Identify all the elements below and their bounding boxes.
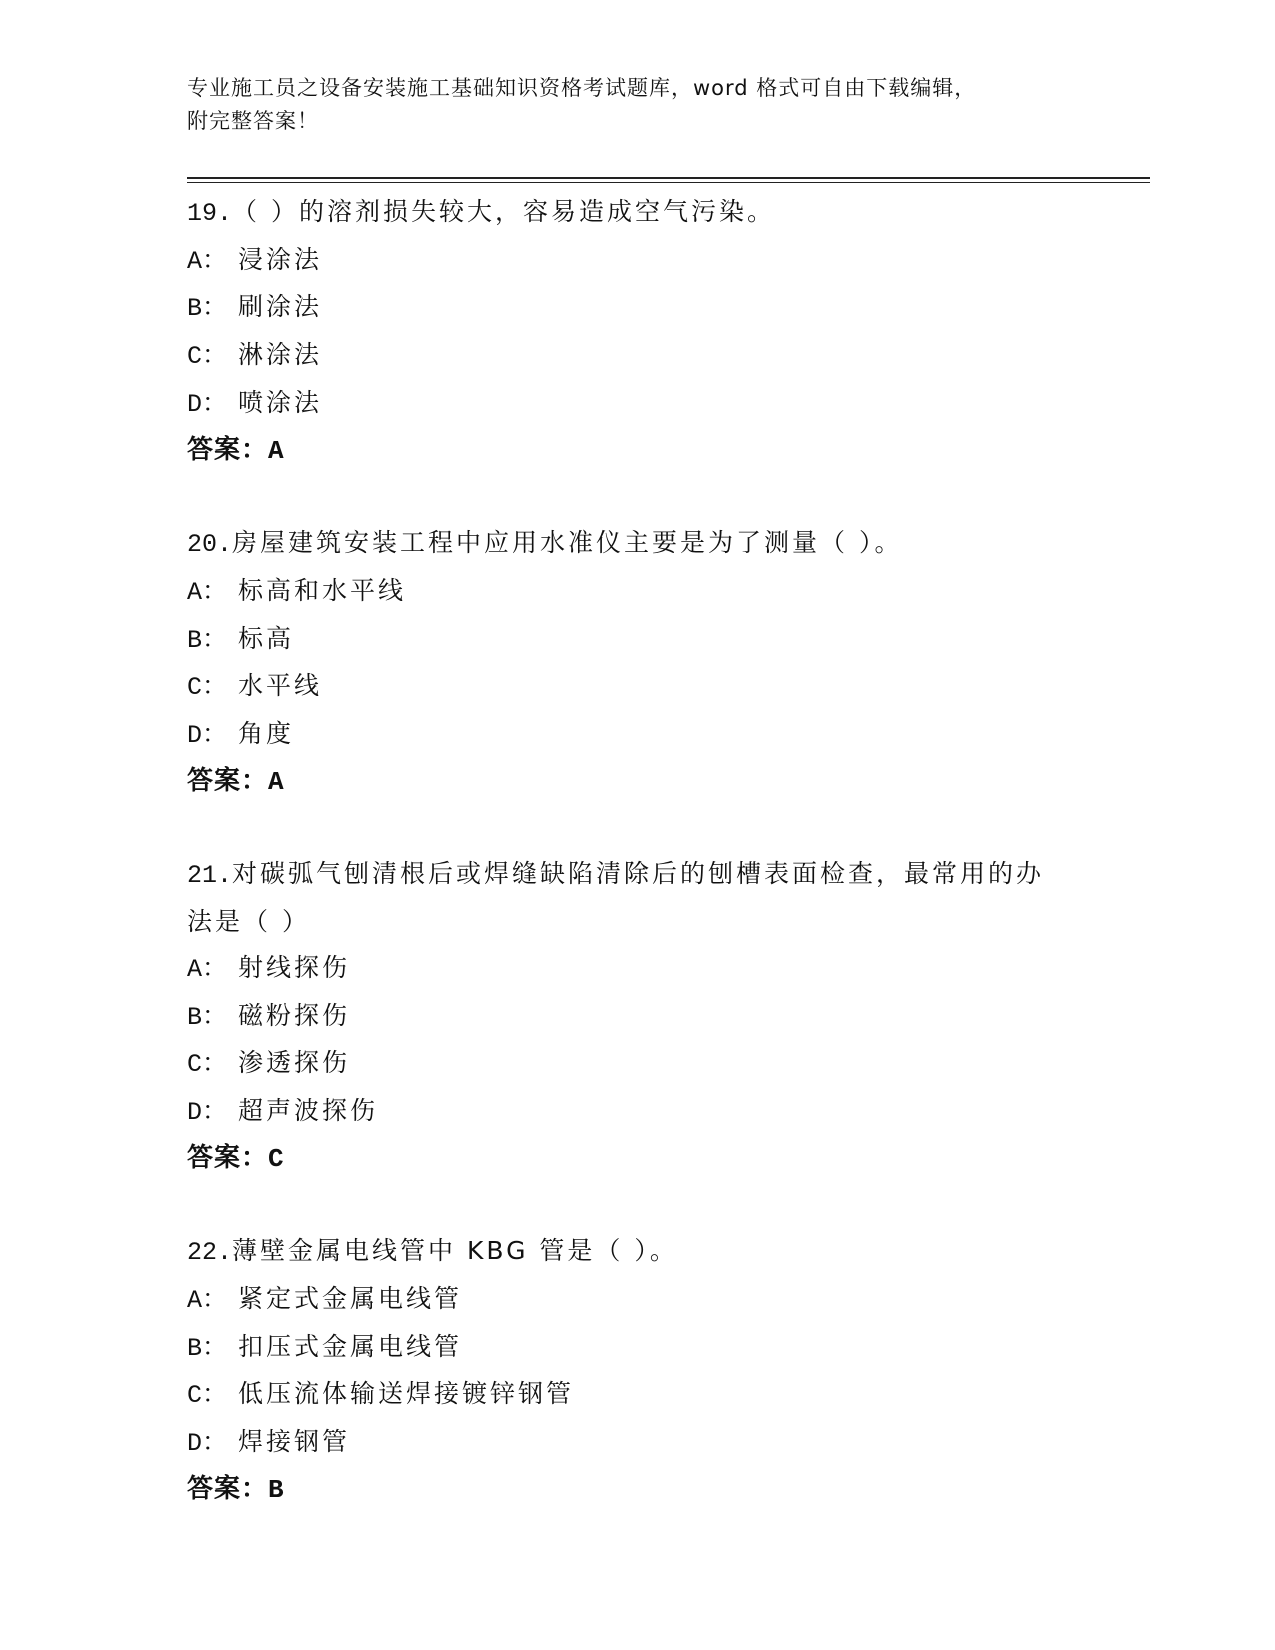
question-number: 22. <box>187 1238 233 1268</box>
option-a <box>187 1276 1087 1324</box>
answer-line <box>187 428 1087 475</box>
option-key: A： <box>187 1286 228 1316</box>
option-text: 标高 <box>237 623 294 653</box>
question-number: 21. <box>187 861 233 891</box>
option-a <box>187 945 1087 993</box>
answer-label: 答案： <box>187 765 269 796</box>
question-19 <box>187 189 1087 474</box>
option-text: 焊接钢管 <box>237 1427 350 1457</box>
option-text: 低压流体输送焊接镀锌钢管 <box>237 1379 574 1409</box>
option-key: A： <box>187 246 228 276</box>
answer-value: C <box>268 1143 285 1174</box>
option-d <box>187 380 1087 428</box>
option-text: 紧定式金属电线管 <box>237 1284 462 1314</box>
option-key: A： <box>187 577 228 607</box>
option-text: 标高和水平线 <box>237 575 406 605</box>
question-stem-continued: 法是（ ） <box>187 907 310 937</box>
question-text: 对碳弧气刨清根后或焊缝缺陷清除后的刨槽表面检查，最常用的办 <box>232 859 1045 889</box>
question-text: 薄壁金属电线管中 KBG 管是（ ）。 <box>232 1236 678 1266</box>
question-stem <box>187 851 1087 899</box>
question-text: （ ）的溶剂损失较大，容易造成空气污染。 <box>232 197 775 226</box>
option-key: B： <box>187 294 228 324</box>
answer-value: A <box>268 766 285 797</box>
option-text: 水平线 <box>237 671 322 701</box>
option-c <box>187 1371 1087 1419</box>
answer-label: 答案： <box>187 1473 269 1504</box>
header-line-1: 专业施工员之设备安装施工基础知识资格考试题库，word 格式可自由下载编辑， <box>187 76 977 100</box>
answer-value: A <box>268 435 285 466</box>
option-b <box>187 993 1087 1041</box>
option-b <box>187 1324 1087 1372</box>
option-a <box>187 237 1087 285</box>
option-key: B： <box>187 1002 228 1032</box>
answer-label: 答案： <box>187 1142 269 1173</box>
answer-line <box>187 759 1087 806</box>
question-list <box>187 189 1087 1560</box>
option-text: 淋涂法 <box>237 340 322 370</box>
question-stem <box>187 1228 1087 1276</box>
option-text: 磁粉探伤 <box>237 1000 350 1030</box>
option-b <box>187 616 1087 664</box>
option-d <box>187 711 1087 759</box>
option-text: 渗透探伤 <box>237 1048 350 1078</box>
option-c <box>187 1040 1087 1088</box>
option-key: C： <box>187 673 228 703</box>
option-c <box>187 663 1087 711</box>
option-text: 喷涂法 <box>237 387 322 417</box>
option-key: D： <box>187 389 228 419</box>
option-text: 超声波探伤 <box>237 1095 378 1125</box>
option-key: C： <box>187 1050 228 1080</box>
option-key: B： <box>187 1333 228 1363</box>
option-key: C： <box>187 342 228 372</box>
option-d <box>187 1088 1087 1136</box>
question-stem <box>187 189 1087 237</box>
question-number: 19. <box>187 199 233 228</box>
question-number: 20. <box>187 530 233 560</box>
option-text: 刷涂法 <box>237 292 322 322</box>
question-20 <box>187 520 1087 805</box>
option-key: D： <box>187 1429 228 1459</box>
option-text: 扣压式金属电线管 <box>237 1331 462 1361</box>
question-stem <box>187 520 1087 568</box>
option-key: D： <box>187 1097 228 1127</box>
document-header <box>187 72 1067 138</box>
option-key: D： <box>187 721 228 751</box>
option-a <box>187 568 1087 616</box>
answer-value: B <box>268 1474 285 1505</box>
question-text: 房屋建筑安装工程中应用水准仪主要是为了测量（ ）。 <box>232 528 903 558</box>
answer-line <box>187 1136 1087 1183</box>
option-key: B： <box>187 625 228 655</box>
header-divider-thin <box>187 182 1150 183</box>
question-22 <box>187 1228 1087 1513</box>
option-key: C： <box>187 1381 228 1411</box>
option-text: 射线探伤 <box>237 952 350 982</box>
option-key: A： <box>187 954 228 984</box>
header-divider-thick <box>187 177 1150 179</box>
answer-line <box>187 1467 1087 1514</box>
option-text: 角度 <box>237 719 294 749</box>
option-text: 浸涂法 <box>237 244 322 274</box>
option-c <box>187 332 1087 380</box>
option-d <box>187 1419 1087 1467</box>
option-b <box>187 284 1087 332</box>
question-21 <box>187 851 1087 1182</box>
header-line-2: 附完整答案！ <box>187 109 319 133</box>
answer-label: 答案： <box>187 434 269 465</box>
